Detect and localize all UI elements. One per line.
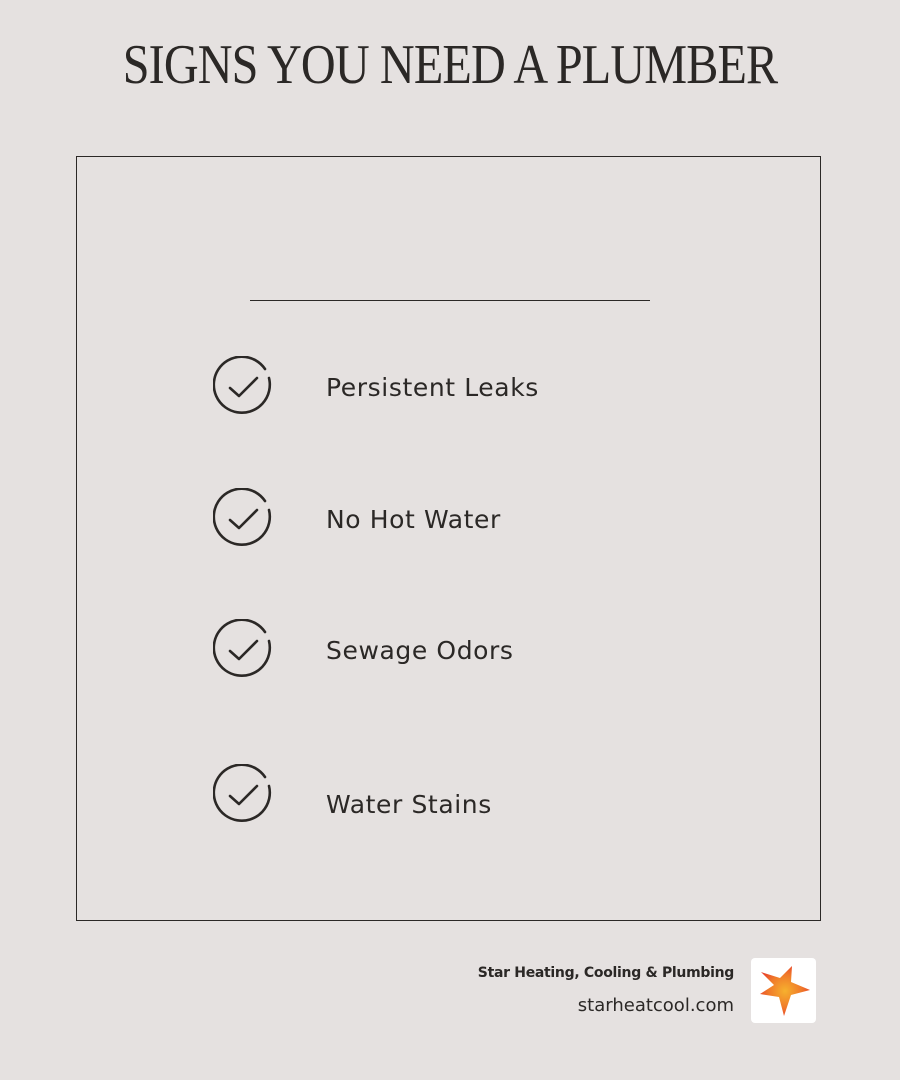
checklist-item-label: Sewage Odors xyxy=(326,635,514,665)
company-logo xyxy=(751,958,816,1023)
page-title: SIGNS YOU NEED A PLUMBER xyxy=(122,34,778,96)
website-link[interactable]: starheatcool.com xyxy=(577,995,734,1016)
company-name: Star Heating, Cooling & Plumbing xyxy=(477,965,734,981)
checklist-item-label: No Hot Water xyxy=(326,504,501,534)
checklist-item xyxy=(213,356,539,418)
check-circle-icon xyxy=(213,356,275,418)
star-logo-icon xyxy=(755,962,813,1020)
checklist-item xyxy=(213,619,514,681)
divider-line xyxy=(250,300,650,301)
check-circle-icon xyxy=(213,488,275,550)
checklist-item-label: Water Stains xyxy=(326,790,492,819)
checklist-item xyxy=(213,764,492,826)
checklist-item-label: Persistent Leaks xyxy=(326,372,539,402)
check-circle-icon xyxy=(213,764,275,826)
check-circle-icon xyxy=(213,619,275,681)
checklist-item xyxy=(213,488,501,550)
